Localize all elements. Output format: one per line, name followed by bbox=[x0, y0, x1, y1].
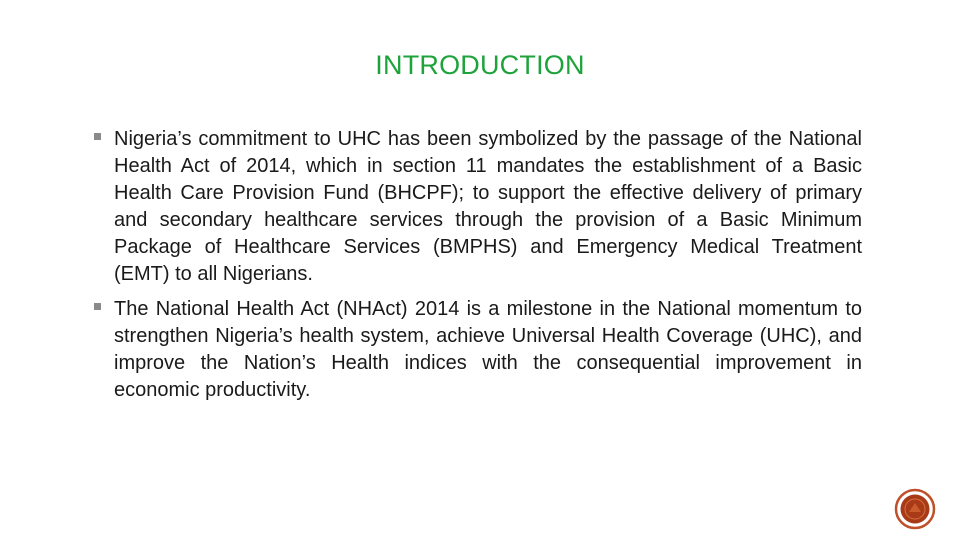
slide-body bbox=[94, 126, 862, 412]
slide-title: INTRODUCTION bbox=[375, 50, 585, 80]
circular-logo-icon bbox=[894, 488, 936, 530]
bullet-text: Nigeria’s commitment to UHC has been symbolized by the passage of the National Health Act of 2014, which in section 11 mandates the establishment of a Basic Health Care Provision Fund (BHCPF); to support the effective delivery of primary and secondary healthcare services through the provision of a Basic Minimum Package of Healthcare Services (BMPHS) and Emergency Medical Treatment (EMT) to all Nigerians. bbox=[114, 128, 862, 285]
bullet-text: The National Health Act (NHAct) 2014 is a milestone in the National momentum to strengthen Nigeria’s health system, achieve Universal Health Coverage (UHC), and improve the Nation’s Health indices with the consequential improvement in economic productivity. bbox=[114, 298, 862, 401]
square-bullet-icon bbox=[94, 303, 101, 310]
bullet-item bbox=[94, 296, 862, 404]
square-bullet-icon bbox=[94, 133, 101, 140]
bullet-item bbox=[94, 126, 862, 288]
